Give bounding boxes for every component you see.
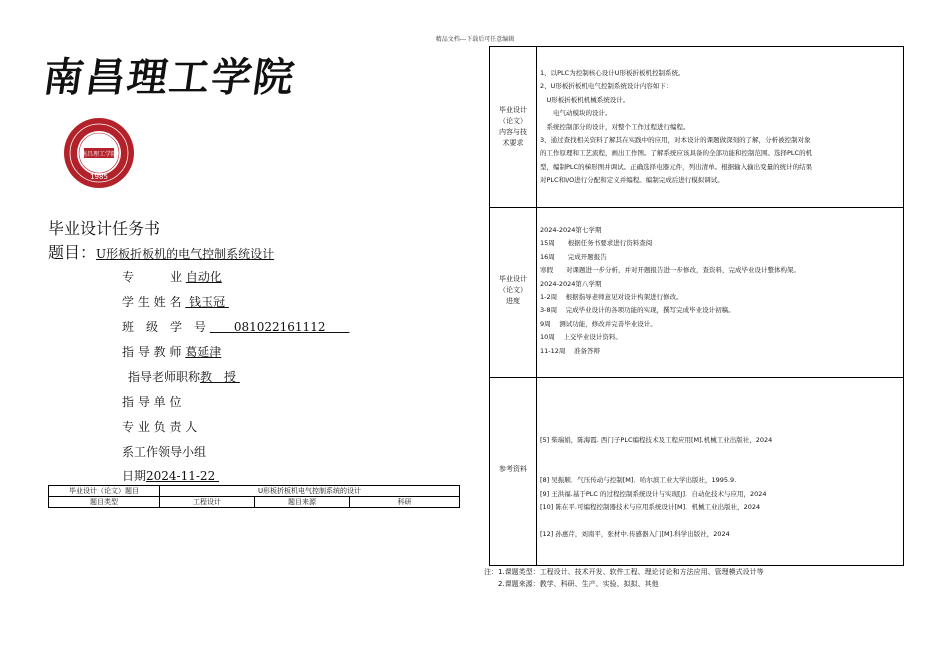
table-cell: 毕业设计（论文）题目 bbox=[49, 486, 160, 497]
school-seal-icon bbox=[62, 116, 136, 190]
field-student-name: 学 生 姓 名 钱玉冠 bbox=[122, 295, 229, 309]
section-content-requirements bbox=[490, 47, 903, 207]
section-text: [5] 柴瑞娟，陈海霞. 西门子PLC编程技术及工程应用[M].机械工业出版社，2024 [8] 吴振顺．气压传动与控制[M]．哈尔滨工业大学出版社，1995.9. [9] 王洪福.基于PLC 的过程控制系统设计与实现[J]．自动化技术与应用，2024 [10] 陈在平.可编程控制器技术与应用系统设计[M]．机械工业出版社，2024 [12] 孙惠芹，刘南平，张材中.传感器入门[M].科学出版社，2024 bbox=[540, 436, 773, 538]
field-supervisor-unit: 指 导 单 位 bbox=[122, 395, 182, 409]
section-text: 1、以PLC为控制核心设计U形板折板机控制系统。 2、U形板折板机电气控制系统设计内容如下： U形板折板机机械系统设计。 电气动模块的设计。 系统控制部分的设计，对整个工作过程进行编程。 3、通过查找相关资料了解其在实践中的应用，对本设计的课题做深刻的了解，分析被控制对象 的工作原理和工艺流程，画出工作图。了解系统应该具备的全部功能和控制范围。选择PLC的机 型，编制PLC的梯形图并调试。正确选择电器元件，列出清单。根据输入输出变量的统计的结果 对PLC和I/O进行分配和定义并编程。编制完成后进行模拟调试。 bbox=[540, 69, 813, 185]
section-text: 2024-2024第七学期 15周 根据任务书要求进行资料查阅 16周 完成开题报告 寒假 对课题进一步分析，并对开题报告进一步修改，查资料，完成毕业设计整体构架。 2024-2024第八学期 1-2周 根据指导老师意见对设计构架进行修改。 3-8周 完成毕业设计的各项功能的实现，撰写完成毕业设计初稿。 9周 测试功能，修改并完善毕业设计。 10周 上交毕业设计资料。 11-12周 准备答辩 bbox=[540, 226, 800, 355]
section-label: 毕业设计 （论文） 进度 bbox=[499, 275, 527, 305]
field-supervisor: 指 导 教 师 葛延津 bbox=[122, 345, 222, 359]
table-cell: U形板折板机电气控制系统的设计 bbox=[160, 486, 460, 497]
table-cell: 工程设计 bbox=[160, 497, 255, 508]
topic-info-table bbox=[48, 485, 460, 508]
section-label: 毕业设计 （论文） 内容与技 术要求 bbox=[499, 106, 527, 147]
topic-label: 题目： bbox=[48, 243, 97, 262]
section-progress bbox=[490, 207, 903, 378]
section-references bbox=[490, 377, 903, 566]
svg-text:南昌理工学院: 南昌理工学院 bbox=[80, 151, 118, 158]
field-leadership-group: 系工作领导小组 bbox=[122, 445, 207, 459]
table-cell: 题目来源 bbox=[255, 497, 350, 508]
footnotes bbox=[484, 566, 764, 590]
watermark-text: 精品文档---下载后可任意编辑 bbox=[435, 36, 515, 43]
field-supervisor-title: 指导老师职称教 授 bbox=[128, 370, 240, 384]
field-date: 日期2024-11-22 bbox=[122, 469, 220, 483]
field-major-head: 专 业 负 责 人 bbox=[122, 420, 198, 434]
topic-value: U形板折板机的电气控制系统设计 bbox=[96, 247, 275, 261]
task-details-table bbox=[489, 46, 904, 566]
section-label: 参考资料 bbox=[499, 465, 527, 473]
table-cell: 题目类型 bbox=[49, 497, 160, 508]
table-cell: 科研 bbox=[350, 497, 460, 508]
footnote-line: 注：1.课题类型：工程设计、技术开发、软件工程、理论讨论和方法应用、管理模式设计等 bbox=[484, 568, 764, 576]
footnote-line: 2.课题来源：教学、科研、生产、实验、拟拟、其他 bbox=[484, 580, 659, 588]
document-title: 毕业设计任务书 bbox=[48, 219, 161, 238]
school-logo-text: 南昌理工学院 bbox=[40, 54, 299, 101]
topic-row bbox=[48, 240, 274, 263]
field-major: 专 业 自动化 bbox=[122, 270, 222, 284]
field-student-id: 班 级 学 号 081022161112 bbox=[122, 320, 350, 334]
svg-text:1985: 1985 bbox=[90, 173, 108, 181]
